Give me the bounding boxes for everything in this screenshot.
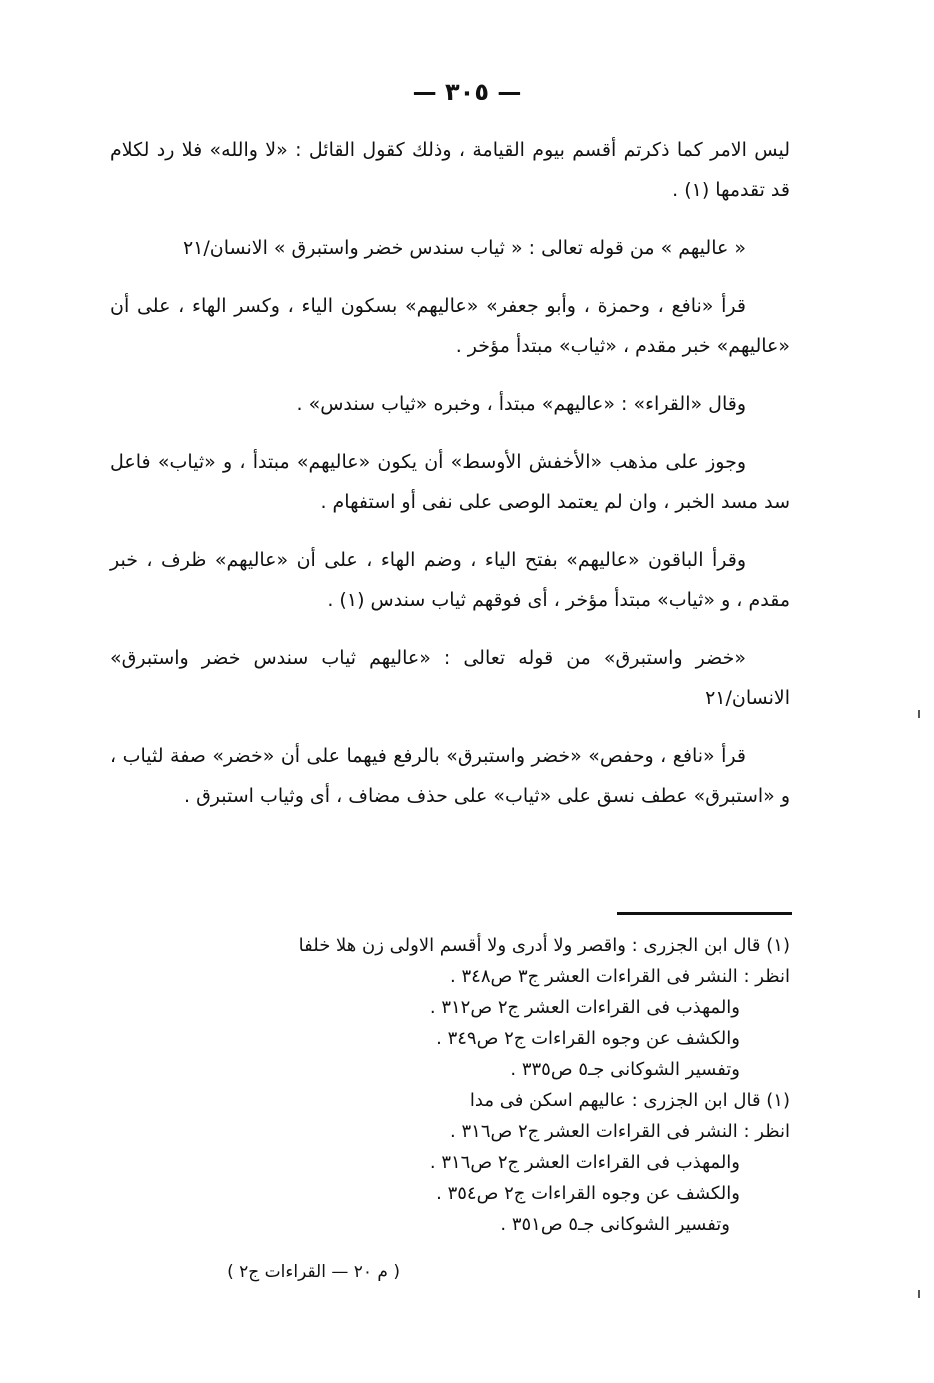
footnote-line: والكشف عن وجوه القراءات ج٢ ص٣٥٤ . [436,1183,740,1204]
footnote-line: انظر : النشر فى القراءات العشر ج٣ ص٣٤٨ . [450,966,790,987]
page-signature: ( م ٢٠ — القراءات ج٢ ) [227,1262,400,1282]
footnote-line: والمهذب فى القراءات العشر ج٢ ص٣١٦ . [429,1152,740,1173]
paragraph-3: قرأ «نافع ، وحمزة ، وأبو جعفر» «عاليهم» بسكون الياء ، وكسر الهاء ، على أن «عاليهم» خبر مقدم ، «ثياب» مبتدأ مؤخر . [110,295,790,357]
footnote-line: والكشف عن وجوه القراءات ج٢ ص٣٤٩ . [436,1028,740,1049]
footnote-line: (١) قال ابن الجزرى : واقصر ولا أدرى ولا أقسم الاولى زن هلا خلفا [298,935,790,956]
footnote-divider [617,912,792,915]
paragraph-7: «خضر واستبرق» من قوله تعالى : «عاليهم ثياب سندس خضر واستبرق» الانسان/٢١ [110,647,790,709]
margin-mark [918,1290,920,1298]
footnote-line: والمهذب فى القراءات العشر ج٢ ص٣١٢ . [429,997,740,1018]
paragraph-8: قرأ «نافع ، وحفص» «خضر واستبرق» بالرفع فيهما على أن «خضر» صفة لثياب ، و «استبرق» عطف نسق على «ثياب» على حذف مضاف ، أى وثياب استبرق . [110,745,790,807]
paragraph-5: وجوز على مذهب «الأخفش الأوسط» أن يكون «عاليهم» مبتدأ ، و «ثياب» فاعل سد مسد الخبر ، وان لم يعتمد الوصى على نفى أو استفهام . [110,451,790,513]
footnote-line: وتفسير الشوكانى جـ٥ ص٣٣٥ . [510,1059,740,1080]
paragraph-2: « عاليهم » من قوله تعالى : « ثياب سندس خضر واستبرق » الانسان/٢١ [182,237,746,259]
main-text [110,130,790,834]
page-number: — ٣٠٥ — [412,78,522,106]
margin-mark [918,710,920,718]
footnote-line: انظر : النشر فى القراءات العشر ج٢ ص٣١٦ . [450,1121,790,1142]
paragraph-4: وقال «القراء» : «عاليهم» مبتدأ ، وخبره «ثياب سندس» . [296,393,746,415]
paragraph-1: ليس الامر كما ذكرتم أقسم بيوم القيامة ، وذلك كقول القائل : «لا والله» فلا رد لكلام قد تقدمها (١) . [110,139,790,201]
footnote-line: (١) قال ابن الجزرى : عاليهم اسكن فى مدا [469,1090,790,1111]
footnote-line: وتفسير الشوكانى جـ٥ ص٣٥١ . [500,1214,730,1235]
paragraph-6: وقرأ الباقون «عاليهم» بفتح الياء ، وضم الهاء ، على أن «عاليهم» ظرف ، خبر مقدم ، و «ثياب» مبتدأ مؤخر ، أى فوقهم ثياب سندس (١) . [110,549,790,611]
footnotes [130,930,790,1240]
